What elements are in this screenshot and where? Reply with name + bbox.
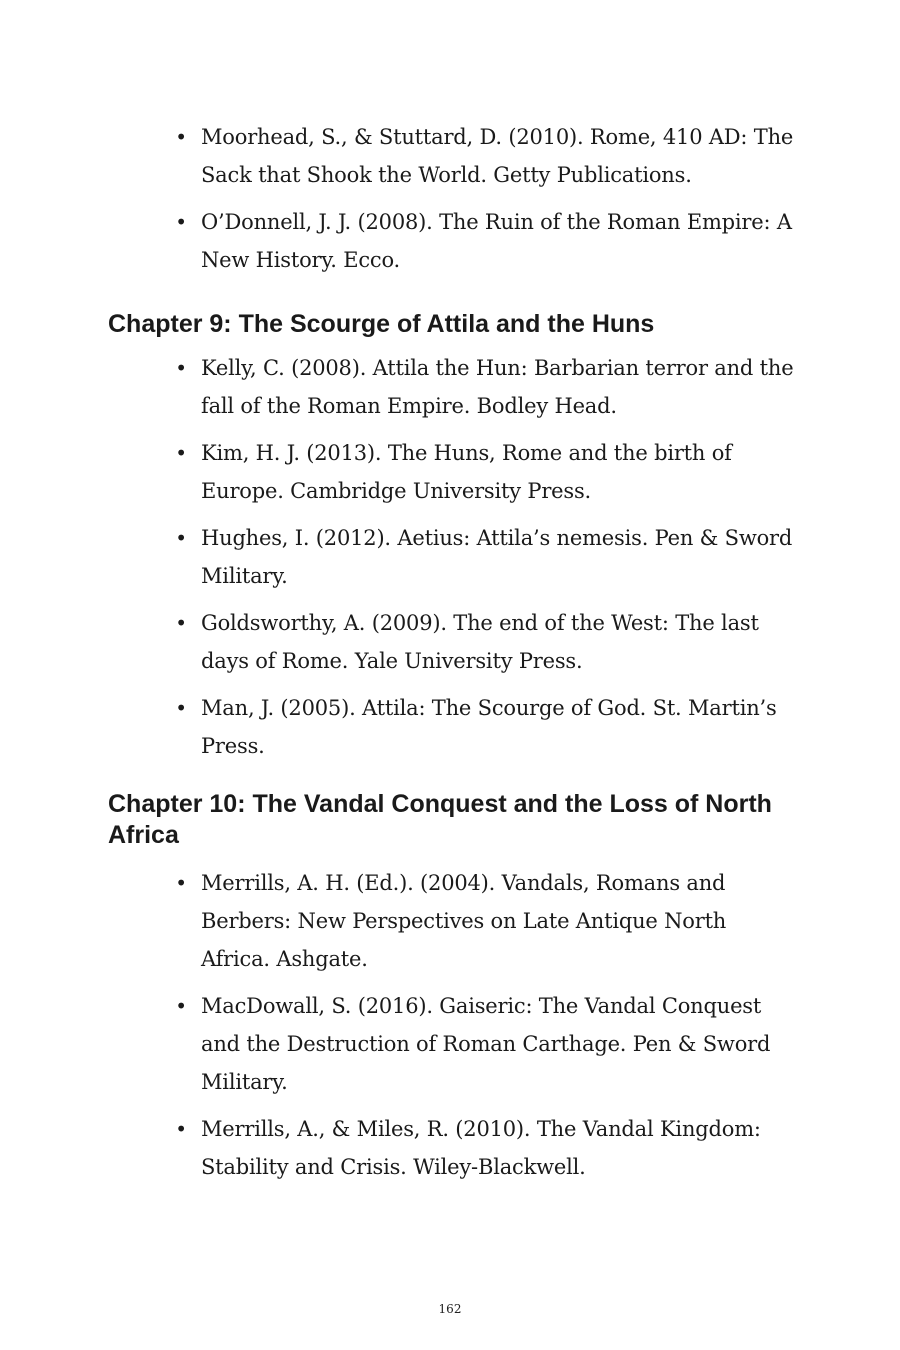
reference-text: Merrills, A., & Miles, R. (2010). The Vandal Kingdom: Stability and Crisis. Wiley-Blackwell. <box>201 1117 761 1179</box>
reference-list-chapter-10 <box>0 864 900 1195</box>
reference-text: Moorhead, S., & Stuttard, D. (2010). Rome, 410 AD: The Sack that Shook the World. Getty Publications. <box>201 125 794 187</box>
reference-text: Man, J. (2005). Attila: The Scourge of God. St. Martin’s Press. <box>201 696 777 758</box>
bullet-icon: • <box>175 526 187 550</box>
bullet-icon: • <box>175 871 187 895</box>
reference-text: Hughes, I. (2012). Aetius: Attila’s nemesis. Pen & Sword Military. <box>201 526 793 588</box>
chapter-heading: Chapter 9: The Scourge of Attila and the Huns <box>108 310 655 338</box>
bullet-icon: • <box>175 994 187 1018</box>
bullet-icon: • <box>175 696 187 720</box>
reference-entry <box>0 349 900 425</box>
bullet-icon: • <box>175 356 187 380</box>
reference-text: O’Donnell, J. J. (2008). The Ruin of the Roman Empire: A New History. Ecco. <box>201 210 792 272</box>
reference-list-chapter-9 <box>0 349 900 774</box>
reference-entry <box>0 118 900 194</box>
bullet-icon: • <box>175 125 187 149</box>
reference-text: Goldsworthy, A. (2009). The end of the West: The last days of Rome. Yale University Press. <box>201 611 759 673</box>
page-number: 162 <box>438 1302 462 1316</box>
reference-text: Kelly, C. (2008). Attila the Hun: Barbarian terror and the fall of the Roman Empire. Bodley Head. <box>201 356 794 418</box>
reference-entry <box>0 604 900 680</box>
reference-entry <box>0 987 900 1101</box>
bullet-icon: • <box>175 441 187 465</box>
bullet-icon: • <box>175 210 187 234</box>
reference-entry <box>0 203 900 279</box>
reference-text: MacDowall, S. (2016). Gaiseric: The Vandal Conquest and the Destruction of Roman Carthage. Pen & Sword Military. <box>201 994 771 1094</box>
reference-list-continued <box>0 118 900 288</box>
reference-entry <box>0 689 900 765</box>
reference-text: Kim, H. J. (2013). The Huns, Rome and the birth of Europe. Cambridge University Press. <box>201 441 732 503</box>
reference-text: Merrills, A. H. (Ed.). (2004). Vandals, Romans and Berbers: New Perspectives on Late Antique North Africa. Ashgate. <box>201 871 727 971</box>
reference-entry <box>0 864 900 978</box>
reference-entry <box>0 519 900 595</box>
chapter-heading: Chapter 10: The Vandal Conquest and the Loss of North Africa <box>108 790 772 849</box>
bullet-icon: • <box>175 611 187 635</box>
reference-entry <box>0 1110 900 1186</box>
reference-entry <box>0 434 900 510</box>
bullet-icon: • <box>175 1117 187 1141</box>
